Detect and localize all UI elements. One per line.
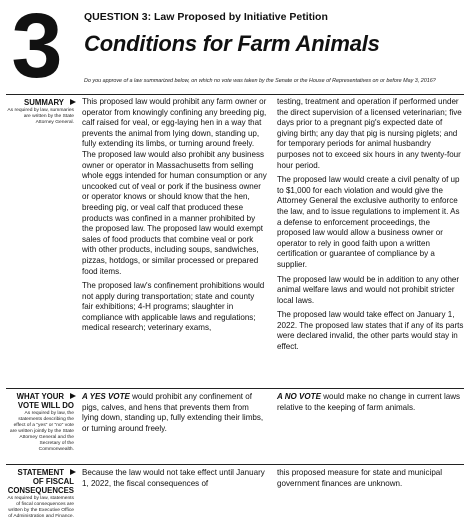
section-divider [6, 464, 464, 465]
no-vote-block [277, 392, 464, 417]
fiscal-heading-line1: STATEMENT [17, 468, 64, 477]
summary-arrow-icon [70, 99, 76, 105]
fiscal-arrow-icon [70, 469, 76, 475]
summary-note: As required by law, summaries are written by the State Attorney General. [7, 108, 74, 125]
vote-heading-line2: VOTE WILL DO [17, 401, 74, 410]
yes-vote-text: would prohibit any confinement of pigs, calves, and hens that prevents them from lying down, standing up, fully extending their limbs, or turning around freely. [82, 392, 264, 433]
section-divider [6, 388, 464, 389]
fiscal-text: Because the law would not take effect until January 1, 2022, the fiscal consequences of [82, 468, 265, 488]
yes-vote-block [82, 392, 267, 438]
ballot-question-text: Do you approve of a law summarized below, on which no vote was taken by the Senate or the House of Representatives on or before May 3, 2016? [84, 78, 436, 84]
summary-sidebar [6, 98, 74, 126]
fiscal-note: As required by law, statements of fiscal consequences are written by the Executive Office of Administration and Finance. [7, 496, 74, 519]
no-vote-label: A NO VOTE [277, 392, 321, 401]
summary-paragraph: The proposed law would be in addition to any other animal welfare laws and would not prohibit stricter local laws. [277, 274, 460, 305]
vote-heading-line1: WHAT YOUR [16, 392, 64, 401]
fiscal-text: this proposed measure for state and municipal government finances are unknown. [277, 468, 443, 488]
summary-column-1 [82, 97, 267, 338]
summary-paragraph: The proposed law's confinement prohibitions would not apply during transportation; state and county fair exhibitions; 4-H programs; slaughter in compliance with applicable laws and regulations; medical research; veterinary exams, [82, 281, 265, 333]
header-divider [6, 94, 464, 95]
summary-column-2 [277, 97, 464, 357]
summary-paragraph: This proposed law would prohibit any farm owner or operator from knowingly confining any breeding pig, calf raised for veal, or egg-laying hen in a way that prevents the animal from lying down, standing up, fully extending its limbs, or turning around freely. The proposed law would also prohibit any business owner or operator in Massachusetts from selling whole eggs intended for human consumption or any uncooked cut of veal or pork if the business owner or operator knows or should know that the hen, breeding pig, or veal calf that produced these products was confined in a manner prohibited by the proposed law. The proposed law would exempt sales of food products that combine veal or pork with other products, including soups, sandwiches, pizzas, hotdogs, or similar processed or prepared food items. [82, 97, 267, 276]
yes-vote-label: A YES VOTE [82, 392, 130, 401]
fiscal-column-1 [82, 468, 267, 493]
summary-heading: SUMMARY [24, 98, 64, 107]
no-vote-text: would make no change in current laws relative to the keeping of farm animals. [277, 392, 461, 412]
summary-paragraph: The proposed law would create a civil penalty of up to $1,000 for each violation and would give the Attorney General the exclusive authority to enforce the law, and to issue regulations to implement it. As a defense to enforcement proceedings, the proposed law would allow a business owner or operator to rely in good faith upon a written certification or guarantee of compliance by a supplier. [277, 175, 460, 269]
vote-sidebar [6, 392, 74, 453]
question-number: 3 [11, 0, 63, 97]
fiscal-heading-line3: CONSEQUENCES [7, 486, 74, 495]
fiscal-column-2 [277, 468, 464, 493]
vote-note: As required by law, the statements describing the effect of a "yes" or "no" vote are written jointly by the State Attorney General and the Secretary of the Commonwealth. [9, 411, 74, 452]
summary-paragraph: testing, treatment and operation if performed under the direct supervision of a licensed veterinarian; five days prior to a pregnant pig's expected date of giving birth; any day that pig is nursing piglets; and for temporary periods for animal husbandry purposes not to exceed six hours in any twenty-four hour period. [277, 97, 462, 170]
page-title: Conditions for Farm Animals [84, 31, 380, 56]
fiscal-sidebar [6, 468, 74, 520]
question-label: QUESTION 3: Law Proposed by Initiative Petition [84, 11, 328, 23]
fiscal-heading-line2: OF FISCAL [32, 477, 74, 486]
summary-paragraph: The proposed law would take effect on January 1, 2022. The proposed law states that if any of its parts were declared invalid, the other parts would stay in effect. [277, 310, 464, 352]
vote-arrow-icon [70, 393, 76, 399]
